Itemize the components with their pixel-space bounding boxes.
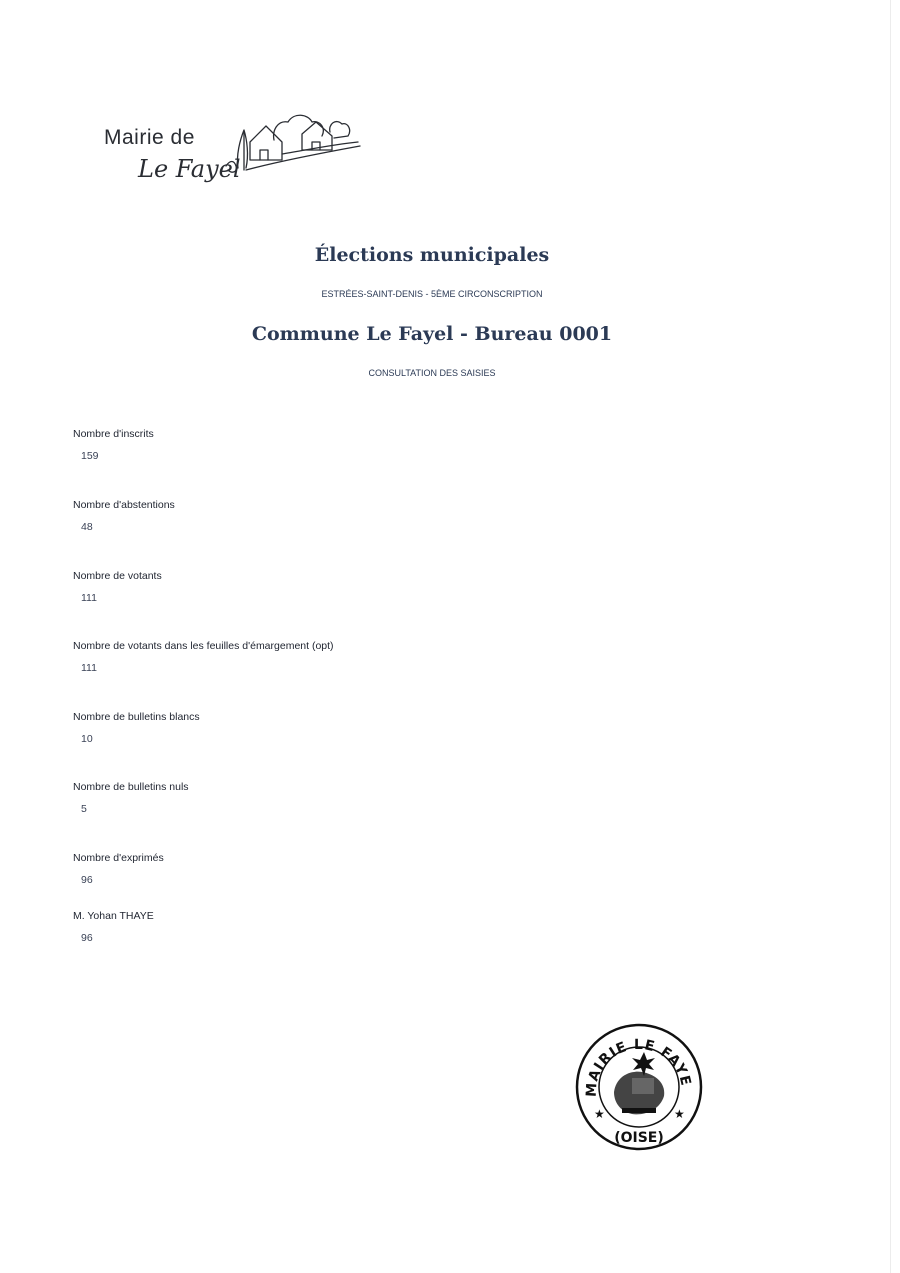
stamp-bottom-text: (OISE) [614,1130,664,1146]
commune-title: Commune Le Fayel - Bureau 0001 [251,323,613,345]
field-label: Nombre de bulletins nuls [73,781,189,793]
consultation-label: CONSULTATION DES SAISIES [368,368,496,378]
field-votants-emargement [73,640,334,674]
field-value: 5 [81,803,87,815]
logo-line-2: Le Fayel [138,155,241,183]
logo-line-1: Mairie de [104,126,195,149]
field-label: Nombre de votants dans les feuilles d'émargement (opt) [73,640,334,652]
field-inscrits [73,428,154,462]
field-bulletins-blancs [73,711,200,745]
field-candidat [73,910,154,944]
field-label: Nombre d'exprimés [73,852,164,864]
field-label: Nombre d'abstentions [73,499,175,511]
circonscription-label: ESTRÉES-SAINT-DENIS - 5ÈME CIRCONSCRIPTION [321,289,543,299]
stamp-top-text: MAIRIE LE FAYE [583,1036,694,1098]
svg-text:★: ★ [594,1107,605,1121]
field-value: 111 [81,592,97,604]
field-label: Nombre de votants [73,570,162,582]
field-value: 96 [81,932,93,944]
village-drawing-icon [216,110,361,180]
field-votants [73,570,162,604]
page-edge [890,0,891,1273]
field-value: 96 [81,874,93,886]
page-title: Élections municipales [314,244,550,266]
field-value: 159 [81,450,99,462]
mairie-logo [104,110,364,190]
field-label: Nombre de bulletins blancs [73,711,200,723]
field-label: Nombre d'inscrits [73,428,154,440]
mairie-stamp [574,1022,704,1157]
field-exprimes [73,852,164,886]
field-value: 111 [81,662,97,674]
field-value: 48 [81,521,93,533]
stamp-seal-icon [574,1022,704,1152]
field-label: M. Yohan THAYE [73,910,154,922]
field-abstentions [73,499,175,533]
field-bulletins-nuls [73,781,189,815]
svg-text:★: ★ [674,1107,685,1121]
field-value: 10 [81,733,93,745]
